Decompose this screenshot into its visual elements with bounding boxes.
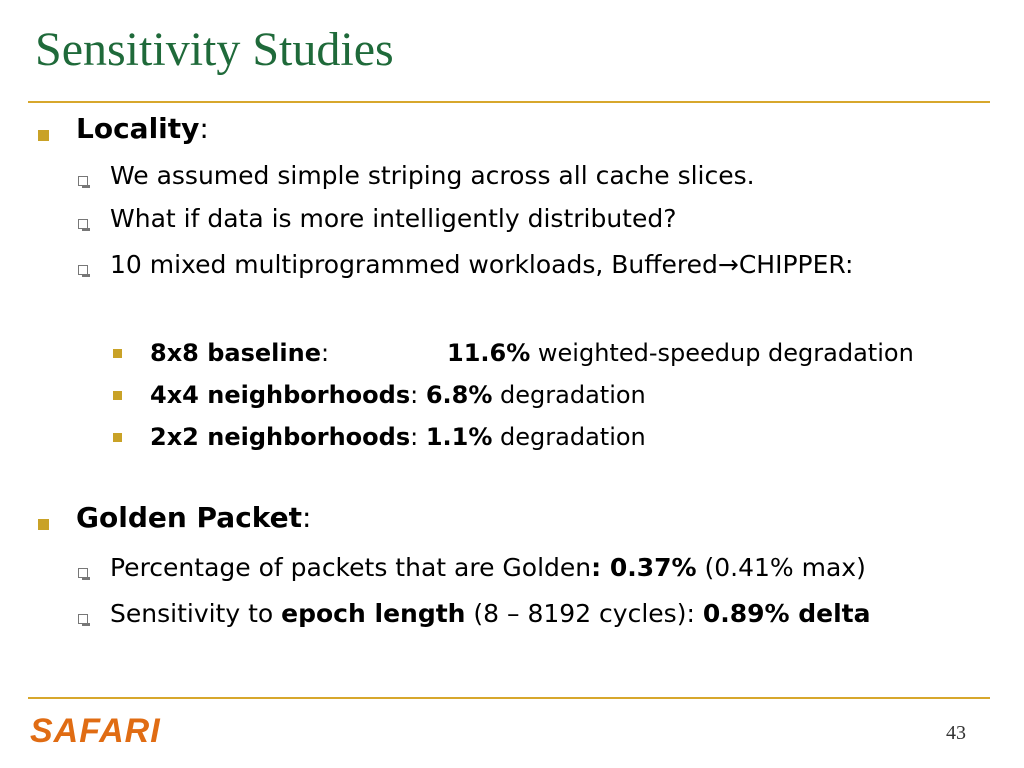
square-bullet-icon — [113, 349, 122, 358]
hollow-square-bullet-icon — [78, 568, 88, 578]
hollow-square-bullet-icon — [78, 265, 88, 275]
hollow-square-bullet-icon — [78, 614, 88, 624]
square-bullet-icon — [113, 433, 122, 442]
page-number: 43 — [946, 722, 966, 744]
safari-logo: SAFARI — [30, 712, 161, 750]
hollow-square-bullet-icon — [78, 219, 88, 229]
footer-divider — [28, 697, 990, 699]
title-divider — [28, 101, 990, 103]
square-bullet-icon — [113, 391, 122, 400]
hollow-square-bullet-icon — [78, 176, 88, 186]
golden-heading: Golden Packet: — [76, 501, 312, 534]
slide-title: Sensitivity Studies — [35, 23, 394, 76]
square-bullet-icon — [38, 519, 49, 530]
arrow-right-icon: → — [717, 250, 739, 279]
locality-heading: Locality: — [76, 112, 209, 145]
square-bullet-icon — [38, 130, 49, 141]
